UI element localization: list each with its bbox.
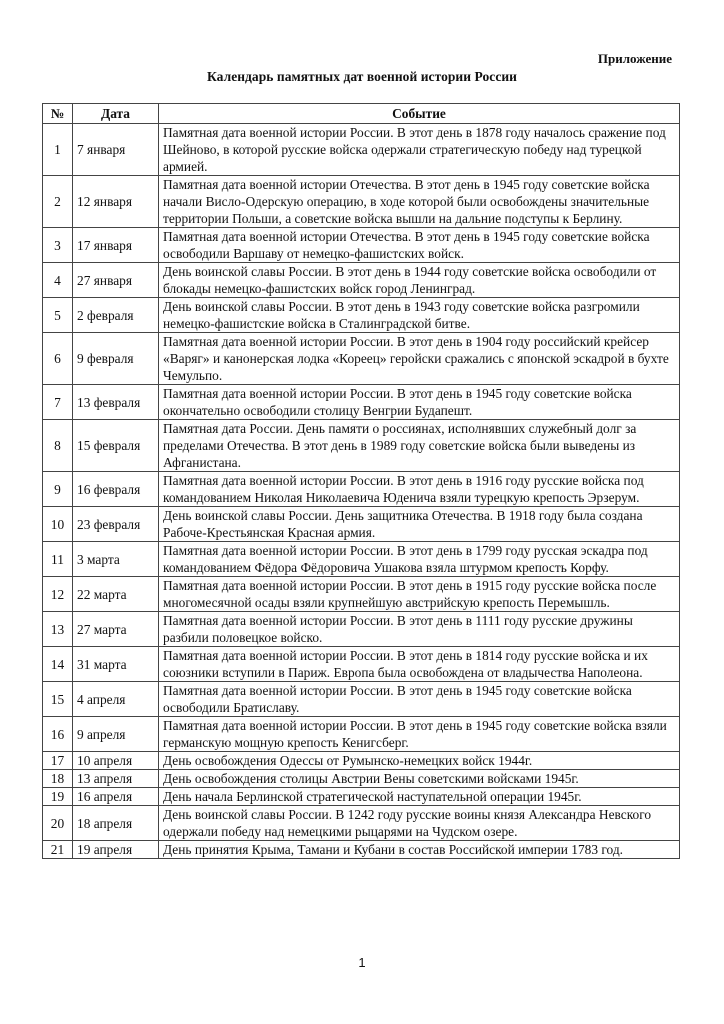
row-date: 9 февраля: [73, 333, 159, 385]
row-number: 11: [43, 542, 73, 577]
table-row: [43, 577, 680, 612]
row-event: Памятная дата военной истории Отечества. В этот день в 1945 году советские войска освободили Варшаву от немецко-фашистских войск.: [159, 228, 680, 263]
row-number: 18: [43, 770, 73, 788]
row-date: 16 февраля: [73, 472, 159, 507]
row-number: 10: [43, 507, 73, 542]
document-title: Календарь памятных дат военной истории России: [206, 69, 518, 84]
table-row: [43, 770, 680, 788]
row-date: 7 января: [73, 124, 159, 176]
table-row: [43, 124, 680, 176]
memorable-dates-table: [42, 103, 680, 859]
row-date: 13 апреля: [73, 770, 159, 788]
row-event: День начала Берлинской стратегической наступательной операции 1945г.: [159, 788, 680, 806]
row-event: Памятная дата военной истории России. В этот день в 1945 году советские войска освободили Братиславу.: [159, 682, 680, 717]
row-number: 17: [43, 752, 73, 770]
row-date: 13 февраля: [73, 385, 159, 420]
table-row: [43, 788, 680, 806]
row-date: 31 марта: [73, 647, 159, 682]
row-event: Памятная дата России. День памяти о россиянах, исполнявших служебный долг за пределами Отечества. В этот день в 1989 году советские войска были выведены из Афганистана.: [159, 420, 680, 472]
row-date: 19 апреля: [73, 841, 159, 859]
table-row: [43, 298, 680, 333]
row-number: 2: [43, 176, 73, 228]
table-row: [43, 507, 680, 542]
row-event: День воинской славы России. В 1242 году русские воины князя Александра Невского одержали победу над немецкими рыцарями на Чудском озере.: [159, 806, 680, 841]
row-event: Памятная дата военной истории Отечества. В этот день в 1945 году советские войска начали Висло-Одерскую операцию, в ходе которой были освобождены значительные территории Польши, а советские войска вышли на дальние подступы к Берлину.: [159, 176, 680, 228]
table-row: [43, 176, 680, 228]
row-event: Памятная дата военной истории России. В этот день в 1111 году русские дружины разбили половецкое войско.: [159, 612, 680, 647]
row-event: Памятная дата военной истории России. В этот день в 1799 году русская эскадра под командованием Фёдора Фёдоровича Ушакова взяла штурмом крепость Корфу.: [159, 542, 680, 577]
row-date: 22 марта: [73, 577, 159, 612]
row-event: Памятная дата военной истории России. В этот день в 1945 году советские войска окончательно освободили столицу Венгрии Будапешт.: [159, 385, 680, 420]
row-event: День освобождения столицы Австрии Вены советскими войсками 1945г.: [159, 770, 680, 788]
row-event: Памятная дата военной истории России. В этот день в 1945 году советские войска взяли германскую мощную крепость Кенигсберг.: [159, 717, 680, 752]
row-event: Памятная дата военной истории России. В этот день в 1814 году русские войска и их союзники вступили в Париж. Европа была освобождена от владычества Наполеона.: [159, 647, 680, 682]
row-event: Памятная дата военной истории России. В этот день в 1904 году российский крейсер «Варяг» и канонерская лодка «Кореец» геройски сражались с японской эскадрой в бухте Чемульпо.: [159, 333, 680, 385]
table-row: [43, 806, 680, 841]
row-number: 7: [43, 385, 73, 420]
row-number: 5: [43, 298, 73, 333]
table-row: [43, 612, 680, 647]
row-event: Памятная дата военной истории России. В этот день в 1915 году русские войска после многомесячной осады взяли крупнейшую австрийскую крепость Перемышль.: [159, 577, 680, 612]
row-date: 16 апреля: [73, 788, 159, 806]
row-date: 9 апреля: [73, 717, 159, 752]
table-row: [43, 472, 680, 507]
row-date: 12 января: [73, 176, 159, 228]
row-event: День воинской славы России. В этот день в 1944 году советские войска освободили от блокады немецко-фашистских войск город Ленинград.: [159, 263, 680, 298]
row-date: 27 марта: [73, 612, 159, 647]
table-row: [43, 542, 680, 577]
table-header-row: [43, 104, 680, 124]
column-header-number: №: [43, 104, 73, 124]
row-number: 12: [43, 577, 73, 612]
row-number: 14: [43, 647, 73, 682]
row-date: 17 января: [73, 228, 159, 263]
row-event: День воинской славы России. День защитника Отечества. В 1918 году была создана Рабоче-Крестьянская Красная армия.: [159, 507, 680, 542]
table-row: [43, 263, 680, 298]
row-date: 23 февраля: [73, 507, 159, 542]
row-event: День воинской славы России. В этот день в 1943 году советские войска разгромили немецко-фашистские войска в Сталинградской битве.: [159, 298, 680, 333]
row-number: 6: [43, 333, 73, 385]
table-row: [43, 682, 680, 717]
row-date: 4 апреля: [73, 682, 159, 717]
row-number: 1: [43, 124, 73, 176]
row-event: День принятия Крыма, Тамани и Кубани в состав Российской империи 1783 год.: [159, 841, 680, 859]
row-date: 3 марта: [73, 542, 159, 577]
row-event: День освобождения Одессы от Румынско-немецких войск 1944г.: [159, 752, 680, 770]
row-date: 2 февраля: [73, 298, 159, 333]
row-number: 16: [43, 717, 73, 752]
table-row: [43, 647, 680, 682]
row-number: 3: [43, 228, 73, 263]
row-event: Памятная дата военной истории России. В этот день в 1916 году русские войска под командованием Николая Николаевича Юденича взяли турецкую крепость Эрзерум.: [159, 472, 680, 507]
table-row: [43, 333, 680, 385]
row-number: 9: [43, 472, 73, 507]
row-number: 21: [43, 841, 73, 859]
row-date: 18 апреля: [73, 806, 159, 841]
row-date: 27 января: [73, 263, 159, 298]
row-number: 8: [43, 420, 73, 472]
row-number: 19: [43, 788, 73, 806]
table-row: [43, 841, 680, 859]
table-row: [43, 752, 680, 770]
table-row: [43, 717, 680, 752]
table-row: [43, 420, 680, 472]
row-number: 4: [43, 263, 73, 298]
row-event: Памятная дата военной истории России. В этот день в 1878 году началось сражение под Шейново, в которой русские войска одержали стратегическую победу над турецкой армией.: [159, 124, 680, 176]
page-number: 1: [358, 955, 366, 970]
table-row: [43, 228, 680, 263]
row-date: 15 февраля: [73, 420, 159, 472]
table-row: [43, 385, 680, 420]
row-date: 10 апреля: [73, 752, 159, 770]
column-header-date: Дата: [73, 104, 159, 124]
column-header-event: Событие: [159, 104, 680, 124]
row-number: 15: [43, 682, 73, 717]
row-number: 13: [43, 612, 73, 647]
row-number: 20: [43, 806, 73, 841]
appendix-label: Приложение: [597, 51, 672, 66]
